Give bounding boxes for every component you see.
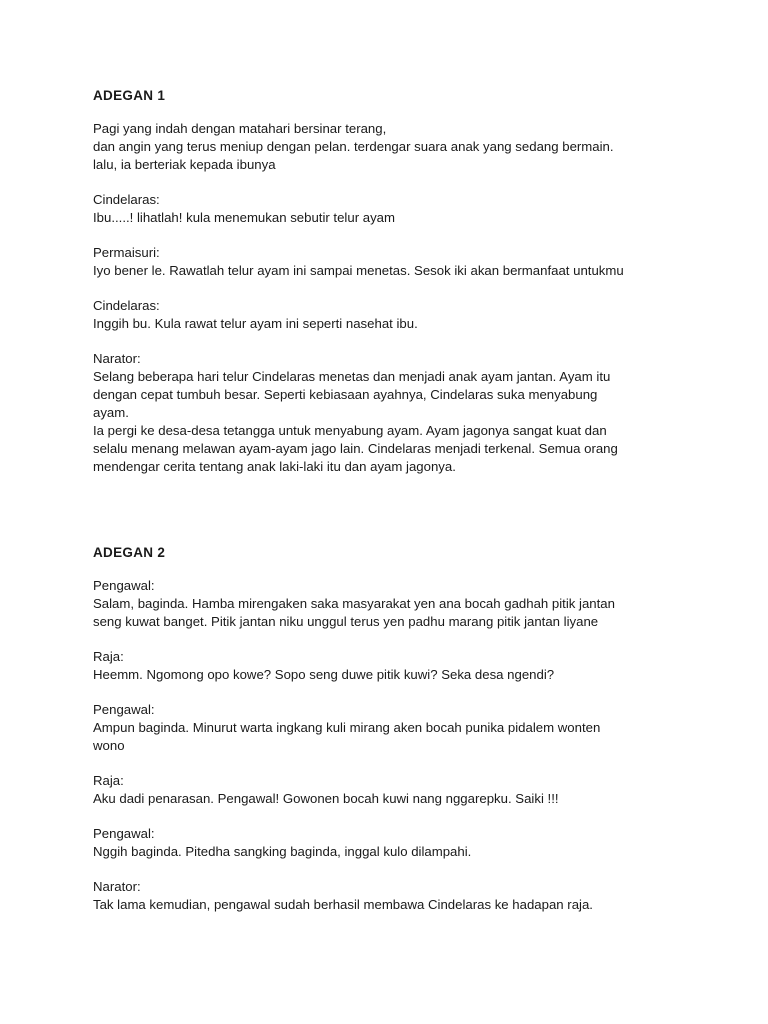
scene-2 bbox=[93, 544, 713, 931]
dialogue-block bbox=[93, 577, 713, 631]
dialogue-block bbox=[93, 825, 713, 861]
speaker-label: Pengawal: bbox=[93, 702, 155, 717]
text-line: dengan cepat tumbuh besar. Seperti kebiasaan ayahnya, Cindelaras suka menyabung bbox=[93, 387, 598, 402]
speaker-label: Raja: bbox=[93, 773, 124, 788]
text-line: lalu, ia berteriak kepada ibunya bbox=[93, 157, 276, 172]
text-line: Ampun baginda. Minurut warta ingkang kuli mirang aken bocah punika pidalem wonten bbox=[93, 720, 601, 735]
speaker-label: Raja: bbox=[93, 649, 124, 664]
text-line: dan angin yang terus meniup dengan pelan. terdengar suara anak yang sedang bermain. bbox=[93, 139, 614, 154]
text-line: Ia pergi ke desa-desa tetangga untuk menyabung ayam. Ayam jagonya sangat kuat dan bbox=[93, 423, 607, 438]
text-line: Aku dadi penarasan. Pengawal! Gowonen bocah kuwi nang nggarepku. Saiki !!! bbox=[93, 791, 559, 806]
text-line: Salam, baginda. Hamba mirengaken saka masyarakat yen ana bocah gadhah pitik jantan bbox=[93, 596, 615, 611]
scene-heading: ADEGAN 1 bbox=[93, 88, 166, 103]
dialogue-block bbox=[93, 297, 713, 333]
speaker-label: Pengawal: bbox=[93, 826, 155, 841]
dialogue-block bbox=[93, 772, 713, 808]
text-line: Inggih bu. Kula rawat telur ayam ini seperti nasehat ibu. bbox=[93, 316, 418, 331]
text-line: Nggih baginda. Pitedha sangking baginda, inggal kulo dilampahi. bbox=[93, 844, 472, 859]
dialogue-block bbox=[93, 878, 713, 914]
text-line: Heemm. Ngomong opo kowe? Sopo seng duwe pitik kuwi? Seka desa ngendi? bbox=[93, 667, 555, 682]
dialogue-block bbox=[93, 701, 713, 755]
scene-1 bbox=[93, 87, 713, 493]
text-line: mendengar cerita tentang anak laki-laki itu dan ayam jagonya. bbox=[93, 459, 456, 474]
text-line: Selang beberapa hari telur Cindelaras menetas dan menjadi anak ayam jantan. Ayam itu bbox=[93, 369, 611, 384]
speaker-label: Narator: bbox=[93, 351, 141, 366]
speaker-label: Permaisuri: bbox=[93, 245, 160, 260]
text-line: selalu menang melawan ayam-ayam jago lain. Cindelaras menjadi terkenal. Semua orang bbox=[93, 441, 618, 456]
text-line: Ibu.....! lihatlah! kula menemukan sebutir telur ayam bbox=[93, 210, 395, 225]
text-line: ayam. bbox=[93, 405, 129, 420]
text-line: Iyo bener le. Rawatlah telur ayam ini sampai menetas. Sesok iki akan bermanfaat untukmu bbox=[93, 263, 624, 278]
dialogue-block bbox=[93, 350, 713, 476]
text-line: seng kuwat banget. Pitik jantan niku unggul terus yen padhu marang pitik jantan liyane bbox=[93, 614, 599, 629]
speaker-label: Cindelaras: bbox=[93, 192, 160, 207]
dialogue-block bbox=[93, 120, 713, 174]
text-line: Pagi yang indah dengan matahari bersinar terang, bbox=[93, 121, 387, 136]
speaker-label: Narator: bbox=[93, 879, 141, 894]
speaker-label: Cindelaras: bbox=[93, 298, 160, 313]
scene-heading: ADEGAN 2 bbox=[93, 545, 166, 560]
dialogue-block bbox=[93, 244, 713, 280]
dialogue-block bbox=[93, 648, 713, 684]
speaker-label: Pengawal: bbox=[93, 578, 155, 593]
text-line: Tak lama kemudian, pengawal sudah berhasil membawa Cindelaras ke hadapan raja. bbox=[93, 897, 593, 912]
text-line: wono bbox=[93, 738, 125, 753]
dialogue-block bbox=[93, 191, 713, 227]
